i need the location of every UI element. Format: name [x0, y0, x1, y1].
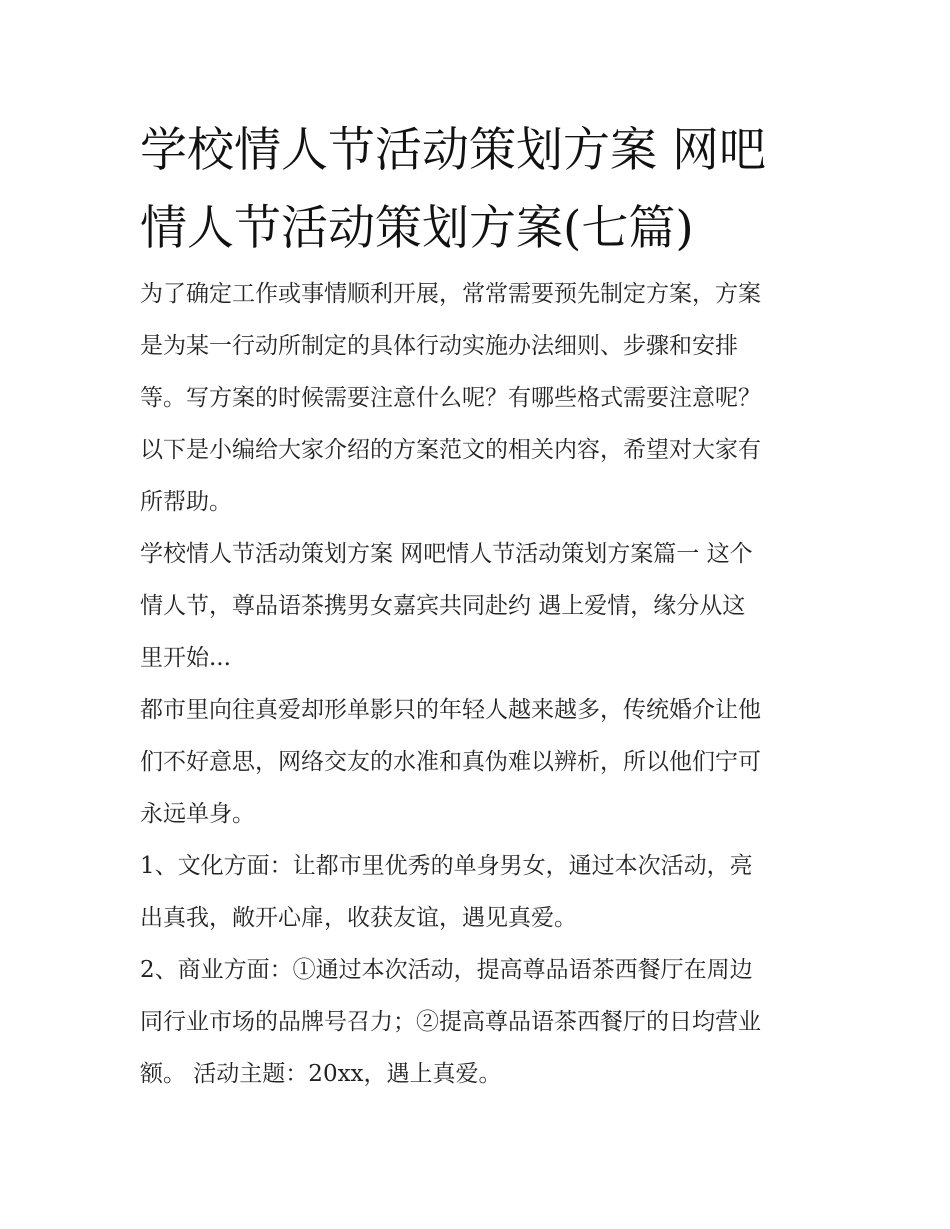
text-line: 为了确定工作或事情顺利开展，常常需要预先制定方案，方案 — [140, 281, 761, 307]
text-line: 2、商业方面：①通过本次活动，提高尊品语茶西餐厅在周边 — [140, 957, 753, 983]
text-line: 永远单身。 — [140, 801, 255, 827]
text-line: 们不好意思，网络交友的水准和真伪难以辨析，所以他们宁可 — [140, 749, 761, 775]
text-line: 额。 活动主题：20xx，遇上真爱。 — [140, 1061, 502, 1087]
text-line: 里开始... — [140, 645, 231, 671]
text-line: 出真我，敞开心扉，收获友谊，遇见真爱。 — [140, 905, 577, 931]
title-line: 情人节活动策划方案(七篇) — [140, 201, 694, 256]
text-line: 同行业市场的品牌号召力；②提高尊品语茶西餐厅的日均营业 — [140, 1009, 761, 1035]
text-line: 1、文化方面：让都市里优秀的单身男女，通过本次活动，亮 — [140, 853, 753, 879]
document-title — [140, 112, 820, 268]
text-line: 等。写方案的时候需要注意什么呢？有哪些格式需要注意呢？ — [140, 385, 761, 411]
text-line: 都市里向往真爱却形单影只的年轻人越来越多，传统婚介让他 — [140, 697, 761, 723]
text-line: 以下是小编给大家介绍的方案范文的相关内容，希望对大家有 — [140, 437, 761, 463]
title-line: 学校情人节活动策划方案 网吧 — [140, 123, 766, 178]
text-line: 情人节，尊品语茶携男女嘉宾共同赴约 遇上爱情，缘分从这 — [140, 593, 746, 619]
text-line: 学校情人节活动策划方案 网吧情人节活动策划方案篇一 这个 — [140, 541, 753, 567]
text-line: 是为某一行动所制定的具体行动实施办法细则、步骤和安排 — [140, 333, 738, 359]
paragraph-section-one — [140, 528, 820, 684]
paragraph-background — [140, 684, 820, 840]
paragraph-intro — [140, 268, 820, 528]
document-content — [140, 112, 820, 1100]
document-body — [140, 268, 820, 1100]
paragraph-culture — [140, 840, 820, 944]
text-line: 所帮助。 — [140, 489, 232, 515]
paragraph-business — [140, 944, 820, 1100]
